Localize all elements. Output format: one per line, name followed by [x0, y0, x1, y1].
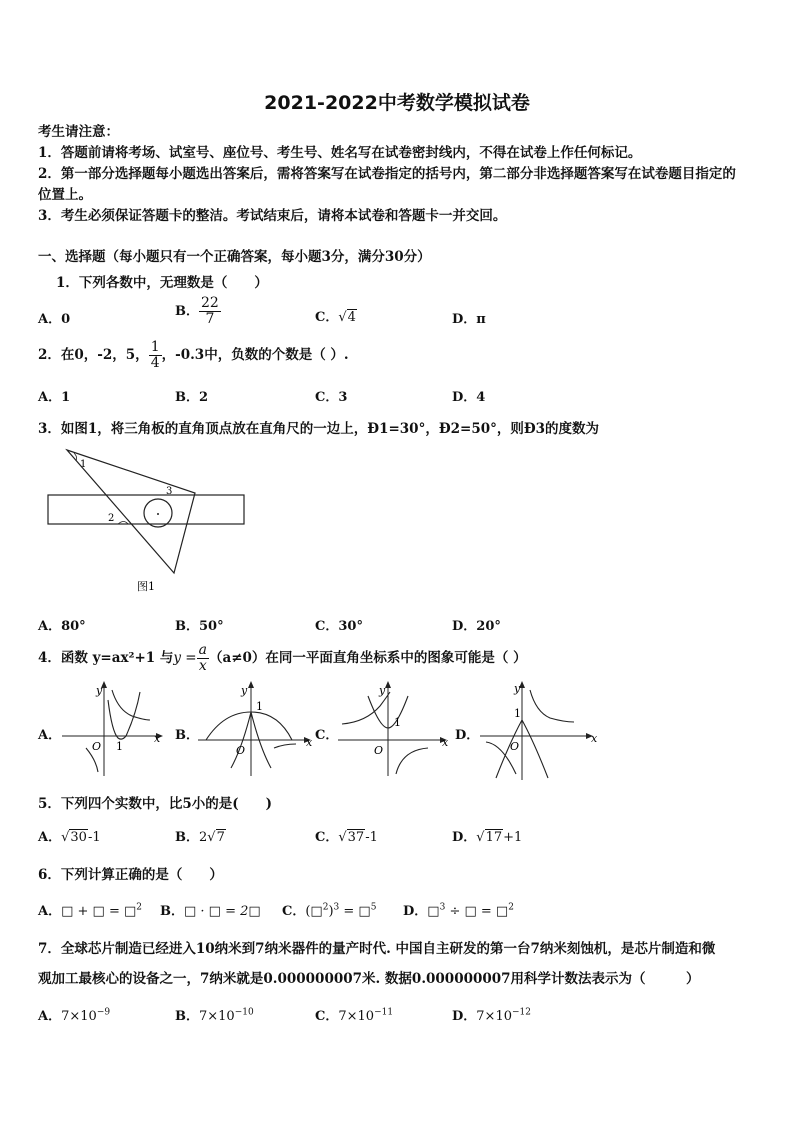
q4d-y-label: y [514, 682, 521, 695]
q7-option-d-label: D． [452, 1009, 477, 1024]
q2-stem [38, 340, 349, 371]
sqrt-icon: √4 [338, 310, 356, 325]
q6a-sup: 2 [136, 902, 142, 913]
q4a-origin-label: O [92, 740, 102, 753]
q5a-post: -1 [87, 830, 101, 845]
q2-fraction-den: 4 [150, 355, 160, 371]
q6a-expr: □ + □ = □ [61, 904, 137, 919]
q7b-exp: −10 [234, 1007, 254, 1018]
q4d-origin-label: O [510, 740, 520, 753]
q5-option-d-label: D． [452, 830, 477, 845]
sqrt-icon: √7 [207, 830, 225, 845]
q3-option-d: D．20° [452, 619, 501, 634]
q3-option-c: C．30° [315, 619, 363, 634]
q6d-sup2: 2 [508, 902, 514, 913]
q7-option-d [452, 1005, 531, 1024]
q5-option-c [315, 826, 378, 845]
circle-center [157, 513, 159, 515]
q7-option-b [175, 1005, 254, 1024]
q6d-expr2: ÷ □ = □ [445, 904, 509, 919]
q4-stem [38, 643, 527, 674]
q1-fraction-num: 22 [201, 295, 219, 311]
q6c-sup1: 2 [322, 902, 329, 913]
q1-radicand: 4 [347, 310, 356, 325]
notice-item-2-cont: 位置上。 [38, 187, 92, 203]
q4-graph-a [60, 678, 170, 778]
q5a-radicand: 30 [70, 830, 87, 845]
q4-stem-post: （a≠0）在同一平面直角坐标系中的图象可能是（ ） [208, 650, 527, 666]
q5c-radicand: 37 [347, 830, 365, 845]
q2-option-b: B．2 [175, 390, 209, 405]
q6-stem: 6．下列计算正确的是（ ） [38, 867, 223, 883]
q5d-radicand: 17 [485, 830, 503, 845]
q4-graph-c [336, 678, 456, 778]
q4a-one-label: 1 [116, 740, 123, 753]
q3-figure [40, 445, 260, 595]
q3-stem: 3．如图1，将三角板的直角顶点放在直角尺的一边上，Ð1=30°，Ð2=50°，则Ð3的度数为 [38, 421, 600, 437]
angle-label-3: 3 [166, 486, 173, 497]
q7-line-1: 7．全球芯片制造已经进入10纳米到7纳米器件的量产时代. 中国自主研发的第一台7纳米刻蚀机，是芯片制造和微 [38, 941, 716, 957]
q7c-base: 7×10 [338, 1009, 375, 1024]
q1-option-b [175, 296, 221, 327]
notice-item-3: 3．考生必须保证答题卡的整洁。考试结束后，请将本试卷和答题卡一并交回。 [38, 208, 507, 224]
q4-option-d: D． [455, 728, 480, 743]
q5-option-d [452, 826, 522, 845]
q2-option-d: D．4 [452, 390, 486, 405]
q5-stem: 5．下列四个实数中，比5小的是( ) [38, 796, 273, 812]
sqrt-icon: √30 [61, 830, 87, 845]
q4-y-eq: y = [173, 650, 197, 666]
q1-option-a: A．0 [38, 312, 71, 327]
q4c-one-label: 1 [394, 716, 401, 729]
q5-option-b [175, 826, 226, 845]
q6c-expr3: = □ [339, 904, 371, 919]
q4b-origin-label: O [236, 744, 246, 757]
q6c-expr2: ) [328, 904, 334, 919]
q4b-y-label: y [241, 684, 248, 697]
q4c-x-label: x [442, 736, 449, 749]
q6-option-b [160, 900, 261, 919]
q5-option-a-label: A． [38, 830, 62, 845]
q7d-exp: −12 [512, 1007, 531, 1018]
q5c-post: -1 [365, 830, 378, 845]
q7a-base: 7×10 [61, 1009, 97, 1024]
q6d-expr1: □ [427, 904, 440, 919]
q6c-expr1: (□ [305, 904, 323, 919]
q4-fraction-num: a [198, 642, 207, 658]
q6-option-c-label: C． [282, 904, 306, 919]
q5-option-c-label: C． [315, 830, 339, 845]
q4-option-b: B． [175, 728, 199, 743]
sqrt-icon: √37 [338, 830, 365, 845]
q7-line-2: 观加工最核心的设备之一，7纳米就是0.000000007米. 数据0.000000007用科学计数法表示为（ ） [38, 971, 700, 987]
q3-option-b: B．50° [175, 619, 224, 634]
q5b-pre: 2 [199, 830, 208, 845]
section-heading: 一、选择题（每小题只有一个正确答案，每小题3分，满分30分） [38, 249, 431, 265]
q1-fraction [199, 296, 221, 327]
q1-option-c [315, 306, 357, 325]
q6-option-d-label: D． [403, 904, 428, 919]
q2-fraction-num: 1 [150, 339, 160, 355]
q1-stem: 1．下列各数中，无理数是（ ） [56, 275, 268, 291]
q7a-exp: −9 [96, 1007, 111, 1018]
q4-option-a: A． [38, 728, 62, 743]
figure-caption: 图1 [137, 580, 155, 593]
q4-graph-d [478, 678, 604, 782]
q6-option-c [282, 900, 376, 919]
q7-option-c-label: C． [315, 1009, 339, 1024]
q6c-sup3: 5 [370, 902, 377, 913]
q5-option-b-label: B． [175, 830, 199, 845]
q7-option-a [38, 1005, 110, 1024]
q5b-radicand: 7 [216, 830, 225, 845]
q7-option-a-label: A． [38, 1009, 62, 1024]
q7d-base: 7×10 [476, 1009, 512, 1024]
q2-option-c: C．3 [315, 390, 348, 405]
q3-option-a: A．80° [38, 619, 86, 634]
q4a-y-label: y [96, 684, 103, 697]
q4-stem-pre: 4．函数 y=ax²+1 与 [38, 650, 174, 666]
q5-option-a [38, 826, 101, 845]
q4d-one-label: 1 [514, 707, 521, 720]
q1-option-c-label: C． [315, 310, 339, 325]
notice-item-1: 1．答题前请将考场、试室号、座位号、考生号、姓名写在试卷密封线内，不得在试卷上作任何标记。 [38, 145, 642, 161]
angle-label-2: 2 [108, 513, 115, 524]
q4c-y-label: y [379, 684, 386, 697]
q4-fraction [197, 643, 209, 674]
q1-fraction-den: 7 [205, 311, 215, 327]
q1-option-b-label: B． [175, 304, 199, 319]
q2-stem-post: ，-0.3中，负数的个数是（ ）. [161, 347, 349, 363]
page-title: 2021-2022中考数学模拟试卷 [264, 92, 530, 114]
q2-fraction [149, 340, 162, 371]
sqrt-icon: √17 [476, 830, 503, 845]
q6-option-a [38, 900, 142, 919]
q7-option-b-label: B． [175, 1009, 199, 1024]
angle-label-1: 1 [80, 459, 87, 470]
q6-option-b-label: B． [160, 904, 184, 919]
q2-stem-pre: 2．在0，-2，5， [38, 347, 149, 363]
q4b-x-label: x [306, 736, 313, 749]
q4-graph-b [196, 678, 316, 778]
q7-option-c [315, 1005, 393, 1024]
q6c-sup2: 3 [333, 902, 340, 913]
q7b-base: 7×10 [199, 1009, 235, 1024]
q4-option-c: C． [315, 728, 339, 743]
q7c-exp: −11 [374, 1007, 394, 1018]
q6b-expr: □ · □ = 2□ [184, 904, 261, 919]
q6-option-a-label: A． [38, 904, 62, 919]
q4b-one-label: 1 [256, 700, 263, 713]
q4a-x-label: x [154, 732, 161, 745]
q2-option-a: A．1 [38, 390, 71, 405]
q6d-sup1: 3 [439, 902, 446, 913]
q5d-post: +1 [503, 830, 523, 845]
notice-item-2: 2．第一部分选择题每小题选出答案后，需将答案写在试卷指定的括号内，第二部分非选择题答案写在试卷题目指定的 [38, 166, 736, 182]
q4c-origin-label: O [374, 744, 384, 757]
q4-fraction-den: x [198, 658, 207, 674]
q6-option-d [403, 900, 514, 919]
notice-heading: 考生请注意： [38, 124, 119, 140]
q1-option-d: D．π [452, 312, 486, 327]
q4d-x-label: x [591, 732, 598, 745]
